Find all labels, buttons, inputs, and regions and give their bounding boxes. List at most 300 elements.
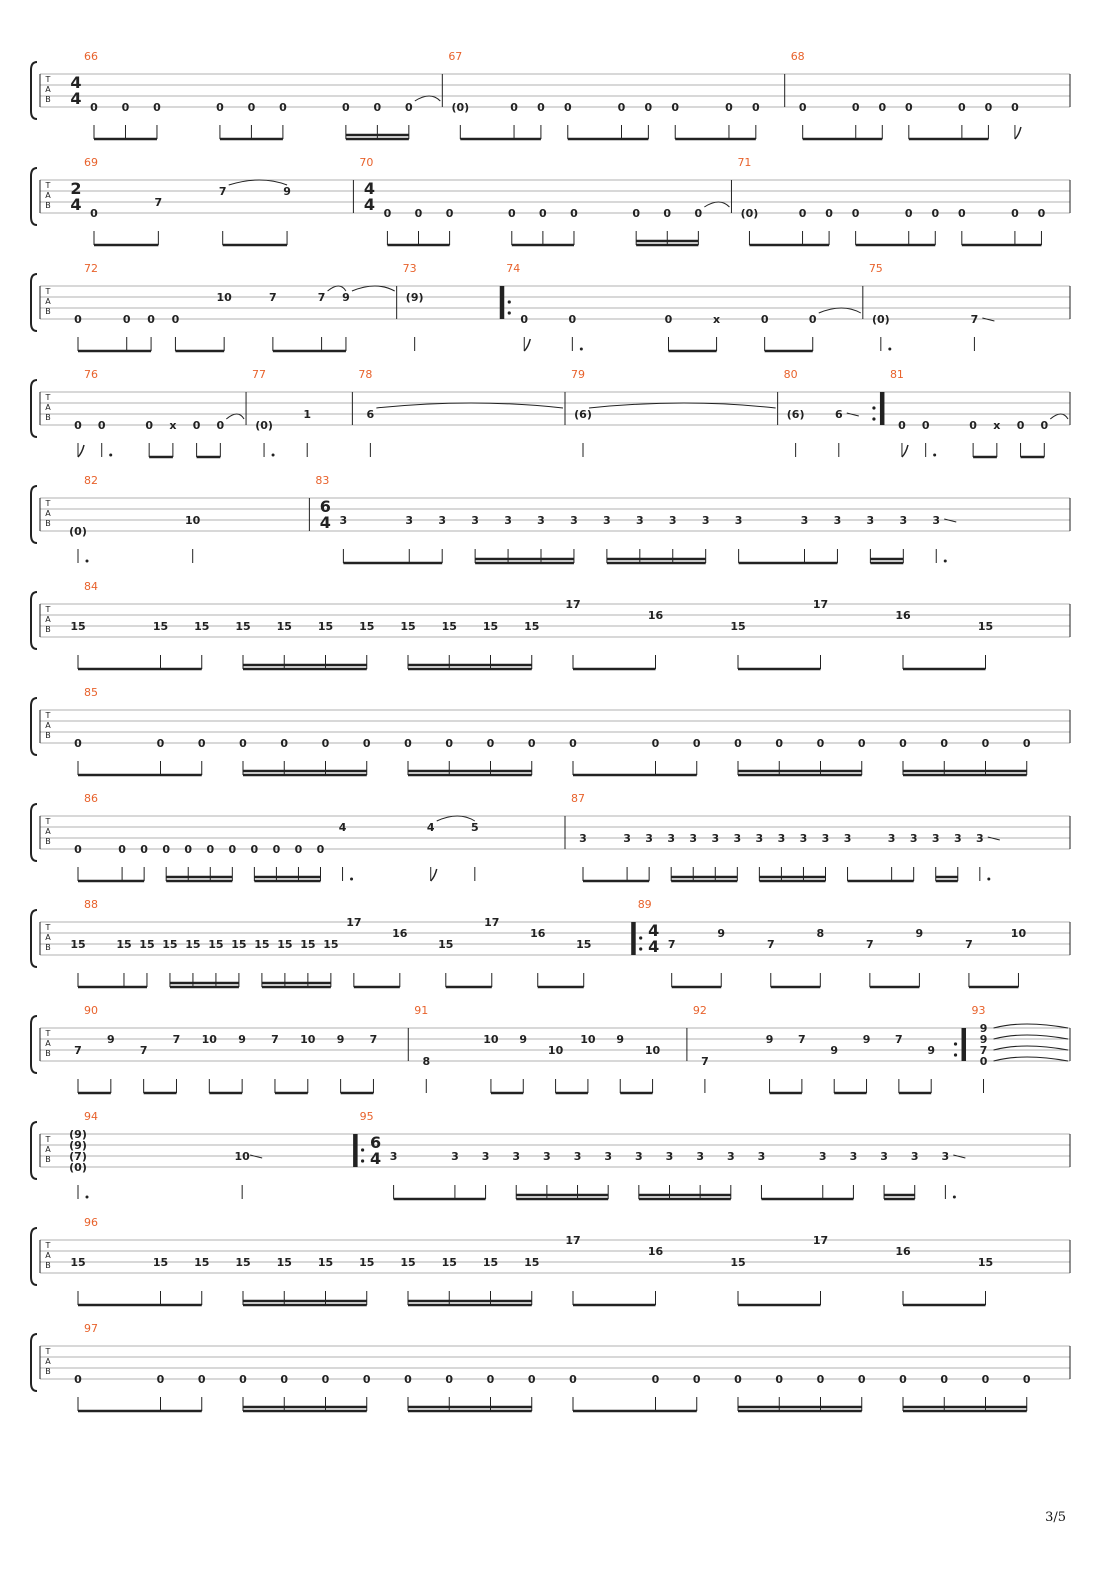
tab-clef-letter: B — [45, 1049, 51, 1058]
tab-clef-letter: B — [45, 731, 51, 740]
fret-number: 15 — [277, 938, 293, 951]
time-signature-numerator: 4 — [363, 179, 375, 198]
tab-clef-letter: T — [45, 817, 51, 826]
repeat-thick-bar — [962, 1028, 966, 1061]
measure — [74, 1322, 1031, 1411]
fret-number: 0 — [751, 101, 760, 114]
tie-arc — [994, 1024, 1068, 1028]
rhythm-dot — [580, 348, 583, 351]
measure — [352, 368, 563, 457]
fret-number: 0 — [958, 101, 966, 114]
measure — [687, 1004, 966, 1093]
fret-number: 0 — [74, 419, 82, 432]
fret-number: 8 — [422, 1055, 431, 1068]
fret-number: 17 — [565, 598, 581, 611]
rhythm-dot — [272, 454, 275, 457]
time-signature-numerator: 4 — [648, 921, 660, 940]
fret-number: 3 — [604, 1150, 613, 1163]
fret-number: 9 — [336, 1033, 345, 1046]
fret-number: 15 — [317, 620, 334, 633]
fret-number: 0 — [228, 843, 237, 856]
fret-number: 16 — [647, 1245, 664, 1258]
fret-number: 0 — [404, 737, 412, 750]
fret-number: 3 — [866, 514, 875, 527]
fret-number: (0) — [69, 525, 87, 538]
fret-number: 0 — [617, 101, 626, 114]
tab-clef-letter: A — [45, 85, 51, 94]
measure — [69, 474, 201, 563]
fret-number: 3 — [800, 514, 809, 527]
measure-number: 86 — [84, 792, 98, 805]
fret-number: 3 — [339, 514, 348, 527]
measure — [354, 1110, 966, 1199]
fret-number: 0 — [140, 843, 148, 856]
fret-number: 9 — [238, 1033, 246, 1046]
tab-clef-letter: T — [45, 287, 51, 296]
fret-number: 3 — [909, 832, 918, 845]
tab-clef-letter: T — [45, 393, 51, 402]
fret-number: 0 — [1022, 737, 1031, 750]
measure — [863, 262, 995, 351]
fret-number: 0 — [981, 1373, 990, 1386]
repeat-dot — [872, 406, 875, 409]
fret-number: 3 — [899, 514, 908, 527]
fret-number: 0 — [734, 737, 742, 750]
measure-number: 96 — [84, 1216, 98, 1229]
fret-number: 3 — [471, 514, 479, 527]
fret-number: 0 — [569, 737, 577, 750]
tie-arc — [226, 414, 244, 419]
fret-number: 10 — [201, 1033, 217, 1046]
fret-number: 3 — [570, 514, 578, 527]
fret-number: 15 — [276, 620, 292, 633]
fret-number: 3 — [623, 832, 631, 845]
chord-fret: (7) — [69, 1150, 87, 1163]
fret-number: 3 — [880, 1150, 888, 1163]
tab-clef-letter: A — [45, 1251, 51, 1260]
tie-arc — [437, 816, 475, 821]
note-flag — [524, 339, 530, 351]
tab-clef-letter: B — [45, 1155, 51, 1164]
measure-number: 93 — [971, 1004, 986, 1017]
tab-clef-letter: B — [45, 519, 51, 528]
fret-number: 7 — [271, 1033, 279, 1046]
tab-clef-letter: B — [45, 943, 51, 952]
measure — [70, 50, 440, 139]
fret-number: 3 — [405, 514, 414, 527]
tab-system — [31, 792, 1070, 881]
fret-number: 3 — [543, 1150, 551, 1163]
fret-number: 15 — [70, 1256, 86, 1269]
fret-number: 0 — [940, 737, 949, 750]
tie-arc — [415, 96, 440, 101]
fret-number: 9 — [915, 927, 924, 940]
fret-number: 15 — [194, 1256, 210, 1269]
fret-number: 15 — [441, 1256, 457, 1269]
fret-number: 7 — [369, 1033, 378, 1046]
fret-number: 0 — [342, 101, 350, 114]
fret-number: 0 — [510, 101, 518, 114]
fret-number: 15 — [977, 1256, 994, 1269]
fret-number: 7 — [317, 291, 326, 304]
fret-number: 17 — [565, 1234, 581, 1247]
fret-number: 15 — [139, 938, 155, 951]
rhythm-dot — [350, 878, 353, 881]
fret-number: 0 — [1040, 419, 1049, 432]
fret-number: 0 — [74, 843, 82, 856]
fret-number: 9 — [862, 1033, 871, 1046]
chord-fret: 0 — [979, 1055, 988, 1068]
repeat-dot — [954, 1053, 957, 1056]
dead-note: x — [993, 419, 1001, 432]
measure-number: 83 — [315, 474, 330, 487]
measure-number: 85 — [84, 686, 98, 699]
fret-number: 4 — [426, 821, 435, 834]
fret-number: 0 — [362, 737, 371, 750]
fret-number: 0 — [279, 101, 287, 114]
tab-system — [31, 898, 1070, 987]
repeat-thick-bar — [354, 1134, 358, 1167]
tie-arc — [994, 1035, 1068, 1039]
fret-number: 0 — [663, 207, 672, 220]
measure-number: 66 — [84, 50, 98, 63]
fret-number: (6) — [574, 408, 592, 421]
tab-system — [31, 1110, 1070, 1199]
fret-number: 10 — [580, 1033, 596, 1046]
tab-clef-letter: B — [45, 95, 51, 104]
tab-clef-letter: T — [45, 75, 51, 84]
fret-number: 16 — [895, 609, 911, 622]
fret-number: 0 — [250, 843, 259, 856]
fret-number: 3 — [573, 1150, 582, 1163]
measure — [966, 1004, 1068, 1093]
fret-number: 0 — [197, 737, 206, 750]
fret-number: 3 — [887, 832, 896, 845]
measure-number: 70 — [359, 156, 374, 169]
fret-number: 3 — [733, 832, 742, 845]
rhythm-dot — [888, 348, 891, 351]
tab-clef-letter: B — [45, 201, 51, 210]
tab-system — [31, 686, 1070, 775]
note-flag — [1015, 127, 1021, 139]
measure — [70, 898, 591, 987]
fret-number: 0 — [563, 101, 572, 114]
tab-clef-letter: T — [45, 1135, 51, 1144]
fret-number: 0 — [957, 207, 966, 220]
fret-number: 0 — [651, 1373, 660, 1386]
fret-number: 9 — [765, 1033, 774, 1046]
fret-number: 0 — [156, 737, 165, 750]
fret-number: 0 — [569, 1373, 577, 1386]
fret-number: 0 — [539, 207, 547, 220]
tie-arc — [352, 286, 395, 291]
measure-number: 88 — [84, 898, 98, 911]
measure-number: 87 — [571, 792, 585, 805]
fret-number: 6 — [366, 408, 375, 421]
tab-clef-letter: T — [45, 181, 51, 190]
fret-number: 9 — [283, 185, 291, 198]
fret-number: 0 — [316, 843, 325, 856]
tab-clef-letter: B — [45, 1367, 51, 1376]
fret-number: 0 — [1037, 207, 1046, 220]
fret-number: 0 — [671, 101, 680, 114]
fret-number: 0 — [851, 207, 860, 220]
system-bracket — [31, 380, 37, 437]
fret-number: 15 — [482, 1256, 499, 1269]
measure — [74, 262, 394, 351]
tab-system — [31, 474, 1070, 563]
fret-number: 15 — [208, 938, 224, 951]
fret-number: 15 — [235, 1256, 251, 1269]
fret-number: 0 — [899, 737, 907, 750]
system-bracket — [31, 274, 37, 331]
measure — [408, 1004, 660, 1093]
fret-number: 15 — [116, 938, 132, 951]
fret-number: 0 — [940, 1373, 949, 1386]
fret-number: 0 — [808, 313, 817, 326]
fret-number: 17 — [812, 598, 829, 611]
fret-number: 3 — [512, 1150, 521, 1163]
fret-number: 15 — [152, 620, 169, 633]
fret-number: 0 — [280, 1373, 289, 1386]
fret-number: 0 — [239, 737, 247, 750]
chord-fret: (0) — [69, 1161, 87, 1174]
tab-clef-letter: A — [45, 1357, 51, 1366]
measure — [70, 1216, 993, 1305]
fret-number: 15 — [323, 938, 339, 951]
tab-system — [31, 262, 1070, 351]
repeat-thick-bar — [500, 286, 504, 319]
tab-clef-letter: T — [45, 711, 51, 720]
fret-number: 16 — [392, 927, 408, 940]
fret-number: 15 — [524, 1256, 540, 1269]
fret-number: 3 — [910, 1150, 919, 1163]
tab-clef-letter: A — [45, 933, 51, 942]
fret-number: (0) — [740, 207, 759, 220]
fret-number: 9 — [830, 1044, 839, 1057]
fret-number: 0 — [247, 101, 256, 114]
fret-number: 0 — [520, 313, 529, 326]
fret-number: 15 — [977, 620, 994, 633]
tie-arc — [229, 180, 287, 185]
fret-number: 0 — [486, 1373, 495, 1386]
fret-number: 3 — [734, 514, 743, 527]
time-signature-denominator: 4 — [363, 195, 375, 214]
fret-number: 1 — [303, 408, 312, 421]
measure-number: 74 — [506, 262, 521, 275]
fret-number: 0 — [981, 737, 990, 750]
fret-number: (0) — [871, 313, 890, 326]
fret-number: 0 — [904, 207, 913, 220]
tab-clef-letter: B — [45, 413, 51, 422]
measure-number: 78 — [358, 368, 373, 381]
repeat-thick-bar — [880, 392, 884, 425]
fret-number: 4 — [338, 821, 347, 834]
fret-number: 9 — [927, 1044, 936, 1057]
fret-number: 0 — [90, 207, 98, 220]
tab-clef-letter: A — [45, 191, 51, 200]
repeat-dot — [361, 1159, 364, 1162]
fret-number: 0 — [632, 207, 640, 220]
fret-number: 3 — [668, 514, 677, 527]
fret-number: 0 — [969, 419, 977, 432]
system-bracket — [31, 1122, 37, 1179]
note-flag — [78, 445, 84, 457]
measure — [565, 368, 776, 457]
fret-number: 0 — [445, 737, 454, 750]
tab-clef-letter: B — [45, 625, 51, 634]
fret-number: 15 — [185, 938, 201, 951]
system-bracket — [31, 1228, 37, 1285]
system-bracket — [31, 1016, 37, 1073]
fret-number: 0 — [527, 1373, 536, 1386]
fret-number: 3 — [481, 1150, 490, 1163]
fret-number: 3 — [665, 1150, 674, 1163]
fret-number: 0 — [798, 207, 807, 220]
fret-number: 0 — [651, 737, 660, 750]
measure-number: 75 — [868, 262, 883, 275]
fret-number: 0 — [692, 1373, 701, 1386]
fret-number: 0 — [904, 101, 913, 114]
system-bracket — [31, 910, 37, 967]
time-signature-denominator: 4 — [648, 937, 660, 956]
fret-number: 7 — [701, 1055, 709, 1068]
tab-system — [31, 368, 1070, 457]
tab-clef-letter: A — [45, 403, 51, 412]
fret-number: 0 — [216, 101, 224, 114]
tab-clef-letter: T — [45, 1029, 51, 1038]
fret-number: 0 — [156, 1373, 165, 1386]
measure-number: 76 — [84, 368, 98, 381]
system-bracket — [31, 168, 37, 225]
fret-number: 0 — [405, 101, 413, 114]
measure-number: 68 — [790, 50, 805, 63]
system-bracket — [31, 62, 37, 119]
fret-number: 3 — [818, 1150, 827, 1163]
fret-number: 17 — [484, 916, 500, 929]
note-flag — [431, 869, 437, 881]
fret-number: 15 — [359, 1256, 375, 1269]
fret-number: 15 — [400, 620, 416, 633]
fret-number: 3 — [726, 1150, 735, 1163]
measure-number: 97 — [84, 1322, 98, 1335]
fret-number: 3 — [843, 832, 852, 845]
tie-arc — [994, 1046, 1068, 1050]
fret-number: 0 — [216, 419, 225, 432]
measure-number: 92 — [692, 1004, 707, 1017]
fret-number: 15 — [162, 938, 178, 951]
fret-number: 0 — [239, 1373, 247, 1386]
fret-number: 0 — [527, 737, 536, 750]
fret-number: 0 — [445, 1373, 454, 1386]
tab-clef-letter: A — [45, 509, 51, 518]
measure — [632, 898, 1027, 987]
fret-number: 0 — [1016, 419, 1025, 432]
tab-clef-letter: B — [45, 837, 51, 846]
fret-number: 0 — [760, 313, 769, 326]
fret-number: 10 — [234, 1150, 250, 1163]
fret-number: 3 — [451, 1150, 459, 1163]
fret-number: 0 — [984, 101, 993, 114]
fret-number: 9 — [519, 1033, 528, 1046]
tab-system — [31, 156, 1070, 245]
fret-number: 0 — [692, 737, 701, 750]
fret-number: 3 — [635, 514, 644, 527]
chord-fret: (9) — [69, 1139, 87, 1152]
tab-clef-letter: T — [45, 923, 51, 932]
rhythm-dot — [109, 454, 112, 457]
fret-number: 0 — [644, 101, 653, 114]
time-signature-numerator: 4 — [70, 73, 82, 92]
fret-number: 3 — [941, 1150, 950, 1163]
fret-number: 0 — [272, 843, 281, 856]
fret-number: 15 — [438, 938, 454, 951]
tab-clef-letter: T — [45, 1241, 51, 1250]
time-signature-denominator: 4 — [370, 1149, 382, 1168]
fret-number: 3 — [696, 1150, 704, 1163]
fret-number: 7 — [218, 185, 227, 198]
tie-arc — [376, 403, 563, 408]
fret-number: 7 — [970, 313, 979, 326]
measure — [74, 368, 244, 457]
fret-number: 10 — [216, 291, 232, 304]
measure-number: 77 — [252, 368, 267, 381]
measure-number: 95 — [359, 1110, 374, 1123]
fret-number: 15 — [70, 938, 86, 951]
repeat-thick-bar — [632, 922, 636, 955]
fret-number: 0 — [171, 313, 180, 326]
fret-number: 0 — [383, 207, 392, 220]
fret-number: 3 — [635, 1150, 643, 1163]
rhythm-dot — [933, 454, 936, 457]
fret-number: 0 — [798, 101, 807, 114]
fret-number: 0 — [74, 1373, 82, 1386]
fret-number: 0 — [851, 101, 860, 114]
fret-number: 0 — [153, 101, 161, 114]
fret-number: 0 — [775, 1373, 784, 1386]
time-signature-numerator: 6 — [370, 1133, 382, 1152]
fret-number: 0 — [1011, 101, 1019, 114]
repeat-dot — [872, 417, 875, 420]
fret-number: (0) — [255, 419, 273, 432]
measure-number: 90 — [84, 1004, 98, 1017]
fret-number: 9 — [616, 1033, 625, 1046]
fret-number: 3 — [701, 514, 710, 527]
measure-number: 91 — [414, 1004, 429, 1017]
fret-number: (9) — [405, 291, 424, 304]
fret-number: 0 — [899, 1373, 907, 1386]
fret-number: 3 — [953, 832, 962, 845]
fret-number: 7 — [139, 1044, 148, 1057]
fret-number: (6) — [786, 408, 805, 421]
fret-number: 15 — [730, 1256, 746, 1269]
fret-number: 0 — [1011, 207, 1019, 220]
rhythm-dot — [953, 1196, 956, 1199]
rhythm-dot — [86, 1196, 89, 1199]
system-bracket — [31, 804, 37, 861]
fret-number: 3 — [821, 832, 830, 845]
fret-number: 3 — [932, 514, 941, 527]
fret-number: 0 — [825, 207, 833, 220]
fret-number: 3 — [504, 514, 512, 527]
measure — [70, 156, 290, 245]
measure-number: 69 — [84, 156, 98, 169]
fret-number: 3 — [799, 832, 808, 845]
fret-number: 0 — [816, 1373, 825, 1386]
fret-number: 0 — [145, 419, 153, 432]
dead-note: x — [713, 313, 721, 326]
fret-number: 7 — [965, 938, 973, 951]
